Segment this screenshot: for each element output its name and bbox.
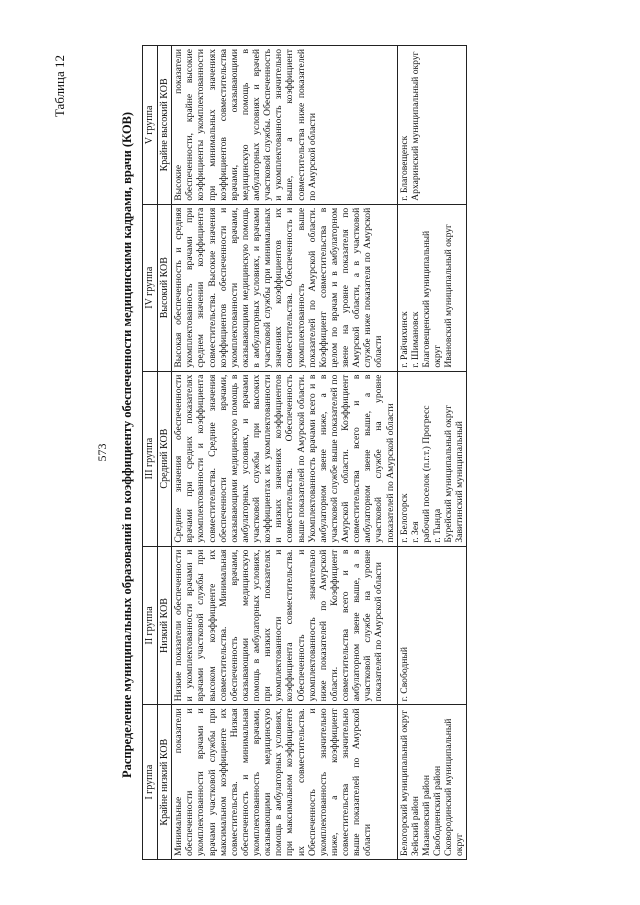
group-header-2: II группа: [143, 546, 158, 705]
table-label: Таблица 12: [52, 55, 67, 118]
group-5-municipalities: [397, 46, 467, 205]
municipality-name: г. Белогорск: [398, 493, 410, 543]
group-2-municipalities: [397, 546, 467, 705]
kov-level-3: Средний КОВ: [157, 371, 172, 546]
municipality-name: Ивановский муниципальный округ: [443, 224, 455, 368]
page-number: 573: [95, 443, 109, 462]
group-header-4: IV группа: [143, 204, 158, 371]
kov-level-1: Крайне низкий КОВ: [157, 705, 172, 860]
group-header-row: [143, 46, 158, 860]
municipality-name: г. Зея: [409, 521, 421, 543]
kov-level-row: [157, 46, 172, 860]
municipality-name: Завитинский муниципальный: [454, 421, 466, 543]
municipality-name: г. Тында: [432, 508, 444, 543]
municipality-name: г. Свободный: [398, 647, 410, 702]
municipality-name: Свободненский район: [432, 765, 444, 856]
group-5-description: Высокие показатели обеспеченности, крайне высокие коэффициенты укомплектованности при минимальных значениях коэффициентов совместительства врачами, оказывающими медицинскую помощь в амбулаторных условиях и врачей участковой службы. Обеспеченность и укомплектованность значительно выше, а коэффициент совместительства ниже показателей по Амурской области: [172, 46, 398, 205]
group-header-1: I группа: [143, 705, 158, 860]
group-header-5: V группа: [143, 46, 158, 205]
group-1-municipalities: [397, 705, 467, 860]
municipality-name: Сковородинский муниципальный округ: [443, 718, 466, 856]
municipality-name: г. Райчихинск: [398, 311, 410, 368]
group-3-municipalities: [397, 371, 467, 546]
group-1-description: Минимальные показатели обеспеченности и укомплектованности врачами и врачами участковой службы при максимальном коэффициенте их совместительства. Низкая обеспеченность и минимальная укомплектованность врачами, оказывающими медицинскую помощь в амбулаторных условиях, при максимальном коэффициенте их совместительства. Обеспеченность и укомплектованность значительно ниже, а коэффициент совместительства значительно выше показателей по Амурской области: [172, 705, 398, 860]
kov-level-5: Крайне высокий КОВ: [157, 46, 172, 205]
description-row: [172, 46, 398, 860]
municipality-name: Мазановский район: [420, 775, 432, 856]
municipality-name: Белогорский муниципальный округ: [398, 709, 410, 856]
table-title: Распределение муниципальных образований по коэффициенту обеспеченности медицинскими кадрами, врачи (КОВ): [120, 111, 134, 779]
kov-table: [142, 45, 467, 860]
group-3-description: Средние значения обеспеченности врачами при средних показателях укомплектованности и коэффициента совместительства. Средние значения обеспеченности врачами, оказывающими медицинскую помощь в амбулаторных условиях, и врачами участковой службы при высоких коэффициентах их укомплектованности и низких значениях коэффициентов совместительства. Обеспеченность выше показателей по Амурской области. Укомплектованность врачами всего и в амбулаторном звене ниже, а в участковой службе выше показателей по Амурской области. Коэффициент совместительства всего и в амбулаторном звене выше, а в участковой службе на уровне показателей по Амурской области: [172, 371, 398, 546]
municipality-name: Бурейский муниципальный округ: [443, 404, 455, 543]
municipalities-row: [397, 46, 467, 860]
group-4-municipalities: [397, 204, 467, 371]
municipality-name: Зейский район: [409, 796, 421, 856]
municipality-name: рабочий поселок (п.г.т.) Прогресс: [420, 405, 432, 543]
group-header-3: III группа: [143, 371, 158, 546]
group-2-description: Низкие показатели обеспеченности и укомплектованности врачами и врачами участковой службы при высоком коэффициенте их совместительства. Минимальная обеспеченность врачами, оказывающими медицинскую помощь в амбулаторных условиях, при низких показателях укомплектованности и коэффициента совместительства. Обеспеченность и укомплектованность значительно ниже показателей по Амурской области. Коэффициент совместительства всего и в амбулаторном звене выше, а в участковой службе на уровне показателей по Амурской области: [172, 546, 398, 705]
municipality-name: Благовещенский муниципальный округ: [420, 230, 444, 368]
municipality-name: г. Благовещенск: [398, 135, 410, 201]
kov-level-4: Высокий КОВ: [157, 204, 172, 371]
kov-table-container: [142, 45, 467, 860]
group-4-description: Высокая обеспеченность и средняя укомплектованность врачами при среднем значении коэффициента совместительства. Высокие значения коэффициентов обеспеченности и укомплектованности врачами, оказывающими медицинскую помощь в амбулаторных условиях, и врачами участковой службы при минимальных значениях коэффициентов их совместительства. Обеспеченность и укомплектованность выше показателей по Амурской области. Коэффициент совместительства в целом по врачам и в амбулаторном звене на уровне показателя по Амурской области, а в участковой службе ниже показателя по Амурской области: [172, 204, 398, 371]
municipality-name: Архаринский муниципальный округ: [409, 51, 421, 201]
kov-level-2: Низкий КОВ: [157, 546, 172, 705]
municipality-name: г. Шимановск: [409, 311, 421, 368]
